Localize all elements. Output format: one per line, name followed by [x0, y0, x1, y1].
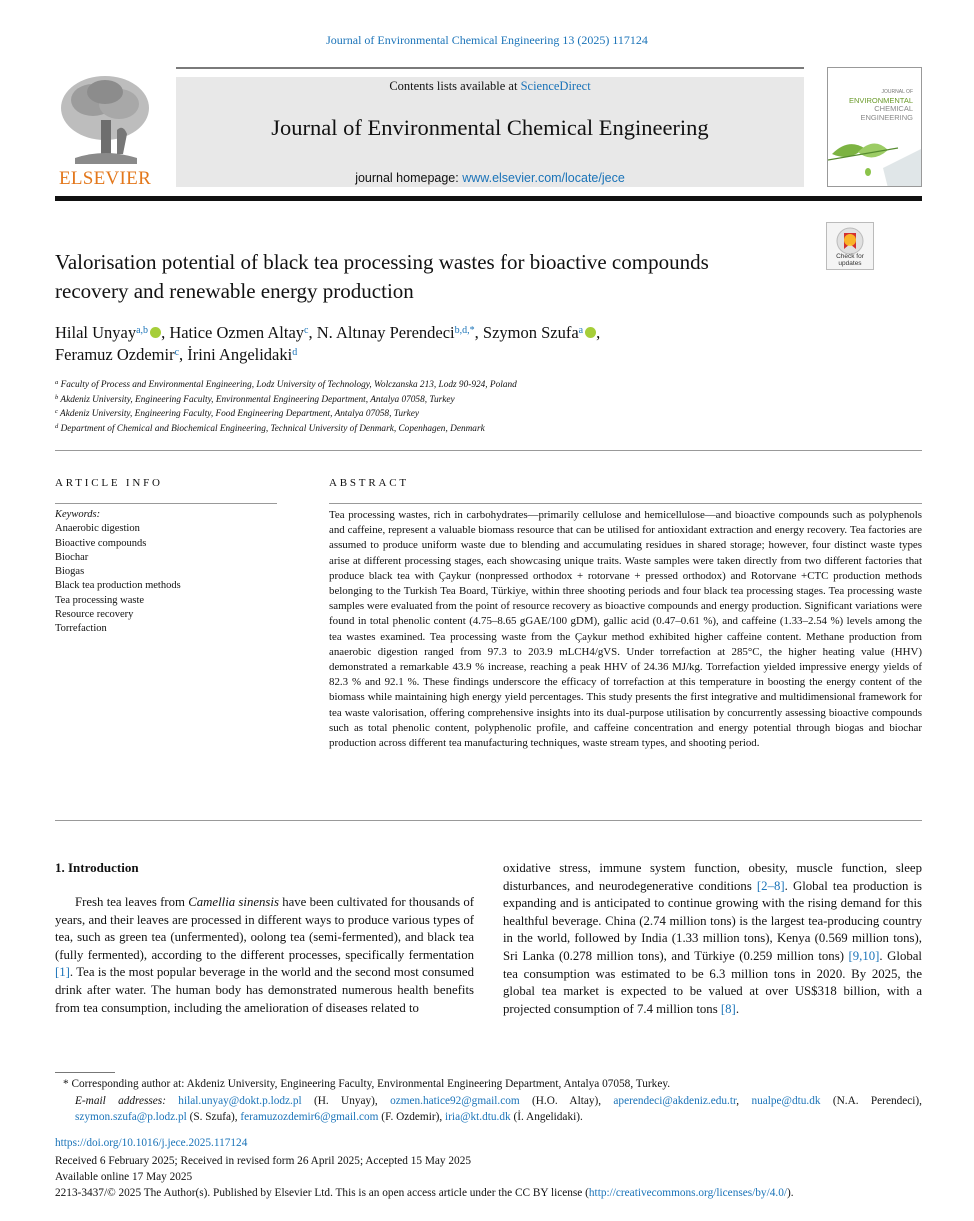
corresponding-author-note: * Corresponding author at: Akdeniz University, Engineering Faculty, Environmental Engineering Department, Antalya 07058, Turkey.: [63, 1078, 671, 1090]
author-affiliation-marker[interactable]: c: [174, 347, 180, 358]
publisher-wordmark: ELSEVIER: [58, 168, 152, 189]
elsevier-tree-icon: [55, 70, 155, 168]
author-affiliation-marker[interactable]: c: [304, 325, 309, 336]
email-owner: (S. Szufa),: [186, 1111, 241, 1123]
citation-link[interactable]: [8]: [720, 1001, 736, 1016]
affiliation-list: [55, 378, 755, 436]
header-thick-rule: [55, 196, 922, 201]
keyword-item: Biochar: [55, 551, 89, 563]
intro-text: . Global tea production is expanding and is anticipated to continue growing with the rising demand for this healthful beverage. China (2.74 million tons) is the largest tea-producing country in the world, followed by India (1.33 million tons), Kenya (0.569 million tons), Sri Lanka (0.278 million tons), and Türkiye (0.259 million tons): [503, 878, 923, 963]
author-name[interactable]: Hilal Unyay: [55, 323, 137, 342]
footnotes: [55, 1076, 922, 1126]
email-owner: (F. Ozdemir),: [378, 1111, 446, 1123]
affiliation-text: Akdeniz University, Engineering Faculty, Environmental Engineering Department, Antalya 07058, Turkey: [58, 394, 455, 405]
affiliation-key: d: [55, 422, 59, 430]
affiliation-item: [55, 393, 755, 408]
affiliation-item: [55, 422, 755, 437]
cover-title-line-4: ENGINEERING: [860, 112, 913, 122]
email-owner: (H. Unyay),: [301, 1094, 391, 1107]
article-info-heading: ARTICLE INFO: [55, 477, 163, 489]
sciencedirect-link[interactable]: ScienceDirect: [520, 79, 591, 93]
keyword-item: Black tea production methods: [55, 580, 181, 592]
keyword-item: Resource recovery: [55, 609, 134, 621]
homepage-prefix: journal homepage:: [355, 171, 463, 185]
abstract-rule: [329, 503, 922, 504]
author-name[interactable]: Hatice Ozmen Altay: [169, 323, 305, 342]
intro-text: .: [735, 1001, 740, 1016]
author-separator: ,: [596, 323, 601, 342]
email-link[interactable]: iria@kt.dtu.dk: [445, 1111, 511, 1123]
license-suffix: ).: [786, 1187, 794, 1199]
citation-link[interactable]: [1]: [55, 965, 70, 980]
keyword-item: Torrefaction: [55, 623, 107, 635]
email-link[interactable]: aperendeci@akdeniz.edu.tr: [613, 1094, 737, 1107]
author-name[interactable]: Feramuz Ozdemir: [55, 345, 175, 364]
author-name[interactable]: N. Altınay Perendeci: [316, 323, 455, 342]
email-owner: (H.O. Altay),: [519, 1094, 614, 1107]
header-top-rule: [176, 67, 804, 69]
crossmark-label: Check for updates: [836, 253, 864, 267]
journal-header-box: [176, 77, 804, 187]
affiliation-key: b: [55, 393, 59, 401]
intro-species-name: Camellia sinensis: [188, 895, 279, 909]
author-affiliation-marker[interactable]: a,b: [136, 325, 149, 336]
email-link[interactable]: feramuzozdemir6@gmail.com: [240, 1111, 379, 1123]
email-link[interactable]: nualpe@dtu.dk: [751, 1094, 821, 1107]
affiliation-item: [55, 407, 755, 422]
intro-text: . Tea is the most popular beverage in the world and the second most consumed drink after water. The human body has demonstrated numerous health benefits from tea consumption, including the amelioration of diseases related to: [55, 965, 474, 1015]
abstract-text: Tea processing wastes, rich in carbohydrates—primarily cellulose and hemicellulose—and bioactive compounds such as polyphenols and caffeine, represent a valuable biomass resource that can be utilised for antioxidant extraction and energy recovery. Tea factories are assumed to produce uniform waste due to blending and accumulating residues in shared storage; however, four distinct waste types arise at different processing stages, each showcasing unique traits. Waste samples were taken directly from two different factories that produce black tea with Çaykur (nonpressed orthodox + rotorvane + pressed orthodox) and Rotorvane +CTC production methods belonging to the Turkish Tea Board, Türkiye, within three shooting periods and four black tea processing stages. Tea processing waste samples were evaluated from the point of resource recovery as bioactive compounds and energy production. Significant variations were found in total phenolic content (4.75–8.65 gGAE/100 gDM), gallic acid (0.47–0.61 %), and caffeine (1.33–2.54 %) levels among the tea wastes examined. Tea processing waste from the Çaykur method exhibited higher caffeine content. Methane production from anaerobic digestion ranged from 97.3 to 203.9 mLCH4/gVS. Under torrefaction at 285°C, the higher heating value (HHV) demonstrated a remarkable 43.9 % increase, reaching a peak HHV of 24.36 MJ/kg. Torrefaction yielded impressive energy yields of 82.3 % and 92.1 %. These findings underscore the efficacy of torrefaction at this temperature in boosting the energy content of the biomass while maintaining high energy yield percentages. This study presents the first integrative and multidimensional framework for tea waste valorisation, offering comprehensive insights into its dual-purpose utilisation by concurrently assessing bioactive compounds such as total phenolic content, polyphenolic profile, and caffeine concentration and energy potential through biogas and biochar production across different tea manufacturing techniques, waste stream types, and shooting period.: [329, 509, 922, 750]
author-affiliation-marker[interactable]: d: [292, 347, 298, 358]
check-for-updates-badge[interactable]: [826, 222, 874, 270]
section-rule: [55, 450, 922, 451]
citation-link[interactable]: [2–8]: [756, 878, 785, 893]
author-separator: ,: [161, 323, 170, 342]
publication-dates: [55, 1153, 922, 1201]
journal-title: Journal of Environmental Chemical Engineering: [271, 115, 709, 140]
affiliation-key: a: [55, 379, 59, 386]
introduction-column-2: [503, 860, 922, 1018]
homepage-line: [176, 171, 804, 185]
license-link[interactable]: http://creativecommons.org/licenses/by/4.0/: [588, 1187, 787, 1199]
affiliation-text: Department of Chemical and Biochemical Engineering, Technical University of Denmark, Copenhagen, Denmark: [58, 423, 485, 434]
author-separator: ,: [179, 345, 188, 364]
cover-title-line-2: ENVIRONMENTAL: [848, 95, 913, 105]
intro-text: oxidative stress, immune system function, obesity, muscle function, sleep disturbances, and neurodegenerative conditions: [503, 861, 922, 893]
email-label: E-mail addresses:: [75, 1094, 166, 1107]
journal-homepage-link[interactable]: www.elsevier.com/locate/jece: [462, 171, 625, 185]
introduction-column-1: [55, 894, 474, 1017]
cover-title-line-1: JOURNAL OF: [881, 89, 913, 95]
abstract-end-rule: [55, 820, 922, 821]
license-text: 2213-3437/© 2025 The Author(s). Published by Elsevier Ltd. This is an open access article under the CC BY license (: [55, 1187, 589, 1199]
author-list: [55, 322, 835, 366]
license-line: [55, 1185, 922, 1201]
email-owner: ,: [736, 1094, 752, 1107]
crossmark-icon: [835, 226, 865, 256]
author-name[interactable]: Szymon Szufa: [482, 323, 579, 342]
journal-cover-thumbnail[interactable]: [827, 67, 922, 187]
intro-text: Fresh tea leaves from: [75, 895, 189, 909]
elsevier-logo[interactable]: [55, 70, 155, 190]
author-separator: ,: [308, 323, 317, 342]
article-info-rule: [55, 503, 277, 504]
affiliation-text: Faculty of Process and Environmental Engineering, Lodz University of Technology, Wolczanska 213, Lodz 90-924, Poland: [58, 380, 517, 390]
keywords-list: [55, 522, 285, 636]
doi-link[interactable]: https://doi.org/10.1016/j.jece.2025.117124: [55, 1137, 248, 1149]
affiliation-item: [55, 378, 755, 393]
orcid-icon[interactable]: [150, 327, 161, 338]
cover-title-line-3: CHEMICAL: [874, 104, 913, 113]
journal-reference[interactable]: Journal of Environmental Chemical Engineering 13 (2025) 117124: [326, 33, 648, 47]
cover-leaf-icon: [828, 68, 922, 187]
introduction-heading: 1. Introduction: [55, 860, 139, 875]
author-separator: ,: [474, 323, 483, 342]
available-online: Available online 17 May 2025: [55, 1171, 193, 1183]
email-link[interactable]: ozmen.hatice92@gmail.com: [390, 1094, 520, 1107]
abstract-heading: ABSTRACT: [329, 477, 409, 489]
keyword-item: Biogas: [55, 566, 85, 578]
author-name[interactable]: İrini Angelidaki: [187, 345, 293, 364]
footnote-rule: [55, 1072, 115, 1073]
email-owner: (İ. Angelidaki).: [510, 1111, 583, 1123]
keywords-block: [55, 508, 285, 637]
contents-line: [176, 79, 804, 94]
keywords-label: Keywords:: [55, 509, 101, 520]
email-link[interactable]: hilal.unyay@dokt.p.lodz.pl: [178, 1094, 302, 1107]
author-affiliation-marker[interactable]: a: [578, 325, 584, 336]
email-addresses: [55, 1093, 922, 1126]
keyword-item: Tea processing waste: [55, 594, 145, 606]
email-owner: (N.A. Perendeci),: [820, 1094, 923, 1107]
received-dates: Received 6 February 2025; Received in revised form 26 April 2025; Accepted 15 May 2025: [55, 1155, 471, 1167]
intro-text: . Global tea consumption was estimated to be 6.3 million tons in 2020. By 2025, the global tea market is expected to be valued at over US$318 billion, with a projected consumption of 7.4 million tons: [503, 948, 922, 1016]
paper-title: Valorisation potential of black tea processing wastes for bioactive compounds recovery and renewable energy production: [55, 250, 709, 303]
orcid-icon[interactable]: [585, 327, 596, 338]
affiliation-key: c: [55, 408, 58, 415]
citation-link[interactable]: [9,10]: [848, 948, 880, 963]
email-link[interactable]: szymon.szufa@p.lodz.pl: [75, 1111, 187, 1123]
intro-text: have been cultivated for thousands of years, and their leaves are processed in different ways to produce various types of tea, such as green tea (unfermented), oolong tea (semi-fermented), and black tea (fully fermented), according to the different processes, specifically fermentation: [55, 895, 475, 962]
keyword-item: Bioactive compounds: [55, 537, 147, 549]
author-affiliation-marker[interactable]: b,d,*: [454, 325, 475, 336]
keyword-item: Anaerobic digestion: [55, 523, 140, 535]
contents-prefix: Contents lists available at: [389, 79, 521, 93]
affiliation-text: Akdeniz University, Engineering Faculty, Food Engineering Department, Antalya 07058, Turkey: [57, 409, 420, 419]
